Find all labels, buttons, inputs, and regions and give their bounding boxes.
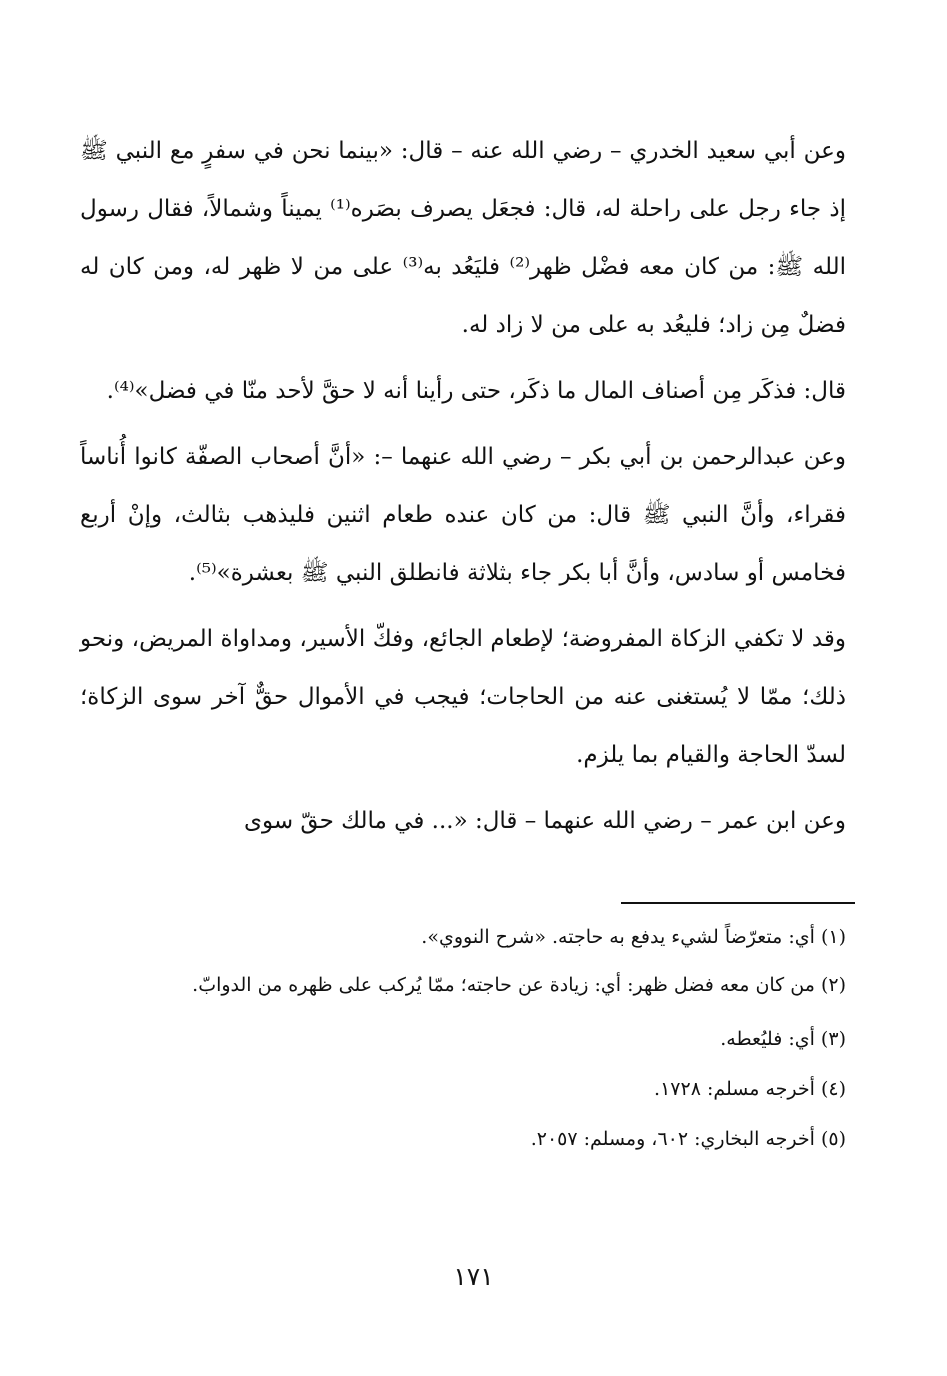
- footnote-5: (٥) أخرجه البخاري: ٦٠٢، ومسلم: ٢٠٥٧.: [530, 1128, 846, 1150]
- footnote-1: (١) أي: متعرّضاً لشيء يدفع به حاجته. «شرح النووي».: [421, 926, 846, 948]
- footnote-3: (٣) أي: فليُعطه.: [720, 1028, 846, 1050]
- footnote-2: (٢) من كان معه فضل ظهر: أي: زيادة عن حاجته؛ ممّا يُركب على ظهره من الدوابّ.: [192, 974, 846, 996]
- footnotes: [80, 912, 846, 1164]
- paragraph-2: قال: فذكَر مِن أصناف المال ما ذكَر، حتى رأينا أنه لا حقَّ لأحد منّا في فضل»⁽⁴⁾.: [106, 378, 846, 404]
- main-text: [80, 122, 846, 858]
- paragraph-5: وعن ابن عمر – رضي الله عنهما – قال: «... في مالك حقّ سوى: [243, 808, 846, 834]
- footnote-4: (٤) أخرجه مسلم: ١٧٢٨.: [654, 1078, 846, 1100]
- paragraph-1: وعن أبي سعيد الخدري – رضي الله عنه – قال: «بينما نحن في سفرٍ مع النبي ﷺ إذ جاء رجل على راحلة له، قال: فجعَل يصرف بصَره⁽¹⁾ يميناً وشمالاً، فقال رسول الله ﷺ: من كان معه فضْل ظهر⁽²⁾ فليَعُد به⁽³⁾ على من لا ظهر له، ومن كان له فضلٌ مِن زاد؛ فليعُد به على من لا زاد له.: [80, 138, 847, 338]
- footnote-separator: [621, 902, 855, 904]
- page-number: ١٧١: [453, 1262, 494, 1291]
- paragraph-4: وقد لا تكفي الزكاة المفروضة؛ لإطعام الجائع، وفكّ الأسير، ومداواة المريض، ونحو ذلك؛ ممّا لا يُستغنى عنه من الحاجات؛ فيجب في الأموال حقٌّ آخر سوى الزكاة؛ لسدّ الحاجة والقيام بما يلزم.: [80, 626, 846, 768]
- paragraph-3: وعن عبدالرحمن بن أبي بكر – رضي الله عنهما –: «أنَّ أصحاب الصفّة كانوا أُناساً فقراء، وأنَّ النبي ﷺ قال: من كان عنده طعام اثنين فليذهب بثالث، وإنْ أربع فخامس أو سادس، وأنَّ أبا بكر جاء بثلاثة فانطلق النبي ﷺ بعشرة»⁽⁵⁾.: [80, 444, 846, 586]
